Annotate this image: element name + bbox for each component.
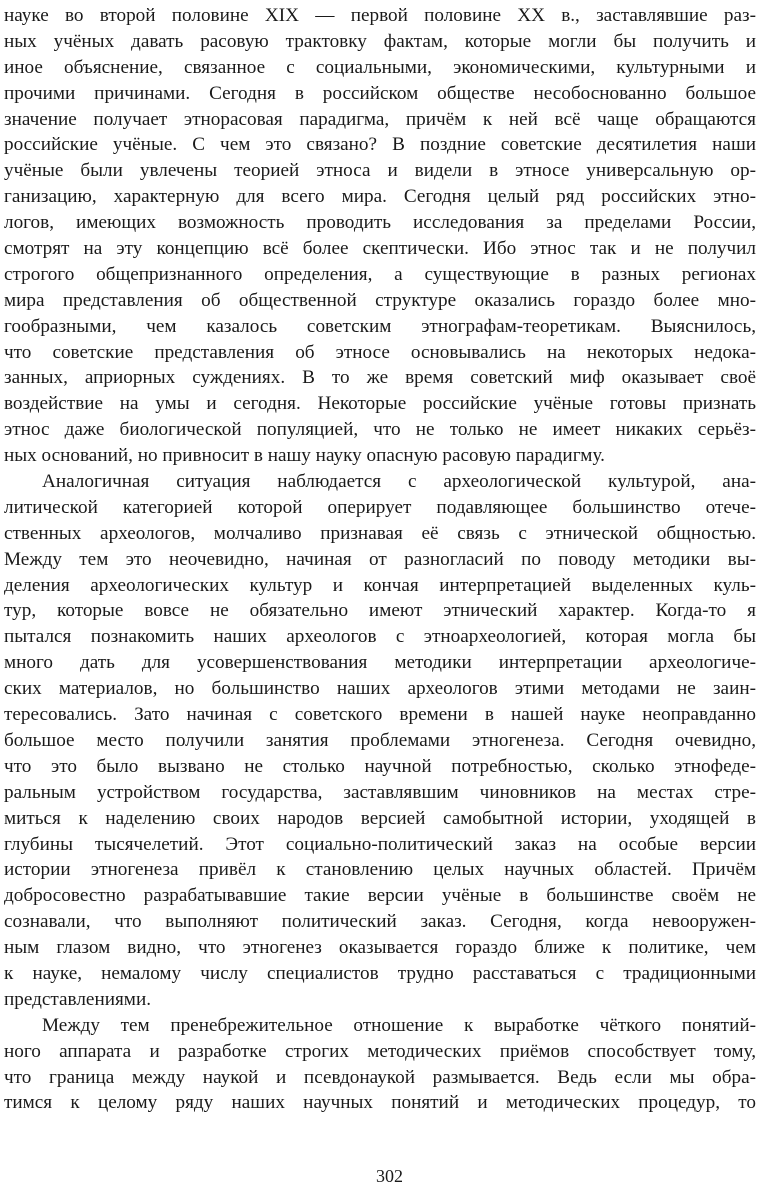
text-line: ственных археологов, молчаливо признавая её связь с этнической общностью. (4, 522, 756, 544)
text-line: ральным устройством государства, заставлявшим чиновников на местах стре- (4, 781, 756, 803)
text-line: Между тем пренебрежительное отношение к выработке чёткого понятий- (42, 1014, 756, 1036)
text-line: этнос даже биологической популяцией, что не только не имеет никаких серьёз- (4, 419, 756, 441)
text-line: много дать для усовершенствования методики интерпретации археологиче- (4, 652, 756, 674)
paragraph-2 (4, 469, 756, 1013)
text-line: к науке, немалому числу специалистов трудно расставаться с традиционными (4, 962, 756, 984)
text-line: науке во второй половине XIX — первой половине XX в., заставлявшие раз- (4, 5, 756, 26)
text-line: воздействие на умы и сегодня. Некоторые российские учёные готовы признать (4, 393, 756, 415)
text-line: пытался познакомить наших археологов с этноархеологией, которая могла бы (4, 626, 756, 648)
text-line: Аналогичная ситуация наблюдается с археологической культурой, ана- (42, 471, 756, 493)
text-line: тимся к целому ряду наших научных понятий и методических процедур, то (4, 1092, 756, 1114)
text-line: ганизацию, характерную для всего мира. Сегодня целый ряд российских этно- (4, 186, 756, 208)
text-line: Между тем это неочевидно, начиная от разногласий по поводу методики вы- (4, 548, 756, 570)
text-line: добросовестно разрабатывавшие такие версии учёные в большинстве своём не (4, 885, 756, 907)
text-line: тересовались. Зато начиная с советского времени в нашей науке неоправданно (4, 704, 756, 726)
body-text (4, 3, 756, 1116)
text-line: занных, априорных суждениях. В то же время советский миф оказывает своё (4, 367, 756, 389)
text-line: строгого общепризнанного определения, а существующие в разных регионах (4, 263, 756, 285)
page-number: 302 (376, 1166, 403, 1186)
text-line: значение получает этнорасовая парадигма, причём к ней всё чаще обращаются (4, 108, 756, 130)
paragraph-1 (4, 3, 756, 469)
text-line: большое место получили занятия проблемами этногенеза. Сегодня очевидно, (4, 729, 756, 751)
text-line: ного аппарата и разработке строгих методических приёмов способствует тому, (4, 1040, 756, 1062)
text-line: иное объяснение, связанное с социальными, экономическими, культурными и (4, 56, 756, 78)
text-line: литической категорией которой оперирует подавляющее большинство отече- (4, 496, 756, 518)
paragraph-3 (4, 1013, 756, 1117)
text-line: прочими причинами. Сегодня в российском обществе несобоснованно большое (4, 82, 756, 104)
text-line: ных оснований, но привносит в нашу науку опасную расовую парадигму. (4, 445, 605, 467)
text-line: логов, имеющих возможность проводить исследования за пределами России, (4, 212, 756, 234)
text-line: глубины тысячелетий. Этот социально-политический заказ на особые версии (4, 833, 756, 855)
text-line: смотрят на эту концепцию всё более скептически. Ибо этнос так и не получил (4, 238, 756, 260)
text-line: ных учёных давать расовую трактовку фактам, которые могли бы получить и (4, 30, 756, 52)
text-line: российские учёные. С чем это связано? В поздние советские десятилетия наши (4, 134, 756, 156)
text-line: сознавали, что выполняют политический заказ. Сегодня, когда невооружен- (4, 911, 756, 933)
text-line: мира представления об общественной структуре оказались гораздо более мно- (4, 289, 756, 311)
text-line: истории этногенеза привёл к становлению целых научных областей. Причём (4, 859, 756, 881)
text-line: что советские представления об этносе основывались на некоторых недока- (4, 341, 756, 363)
text-line: миться к наделению своих народов версией самобытной истории, уходящей в (4, 807, 756, 829)
text-line: ным глазом видно, что этногенез оказывается гораздо ближе к политике, чем (4, 937, 756, 959)
text-line: учёные были увлечены теорией этноса и видели в этносе универсальную ор- (4, 160, 756, 182)
text-line: тур, которые вовсе не обязательно имеют этнический характер. Когда-то я (4, 600, 756, 622)
text-line: что это было вызвано не столько научной потребностью, сколько этнофеде- (4, 755, 756, 777)
text-line: представлениями. (4, 988, 152, 1010)
text-line: ских материалов, но большинство наших археологов этими методами не заин- (4, 678, 756, 700)
text-line: деления археологических культур и кончая интерпретацией выделенных куль- (4, 574, 756, 596)
text-line: что граница между наукой и псевдонаукой размывается. Ведь если мы обра- (4, 1066, 756, 1088)
text-line: гообразными, чем казалось советским этнографам-теоретикам. Выяснилось, (4, 315, 756, 337)
